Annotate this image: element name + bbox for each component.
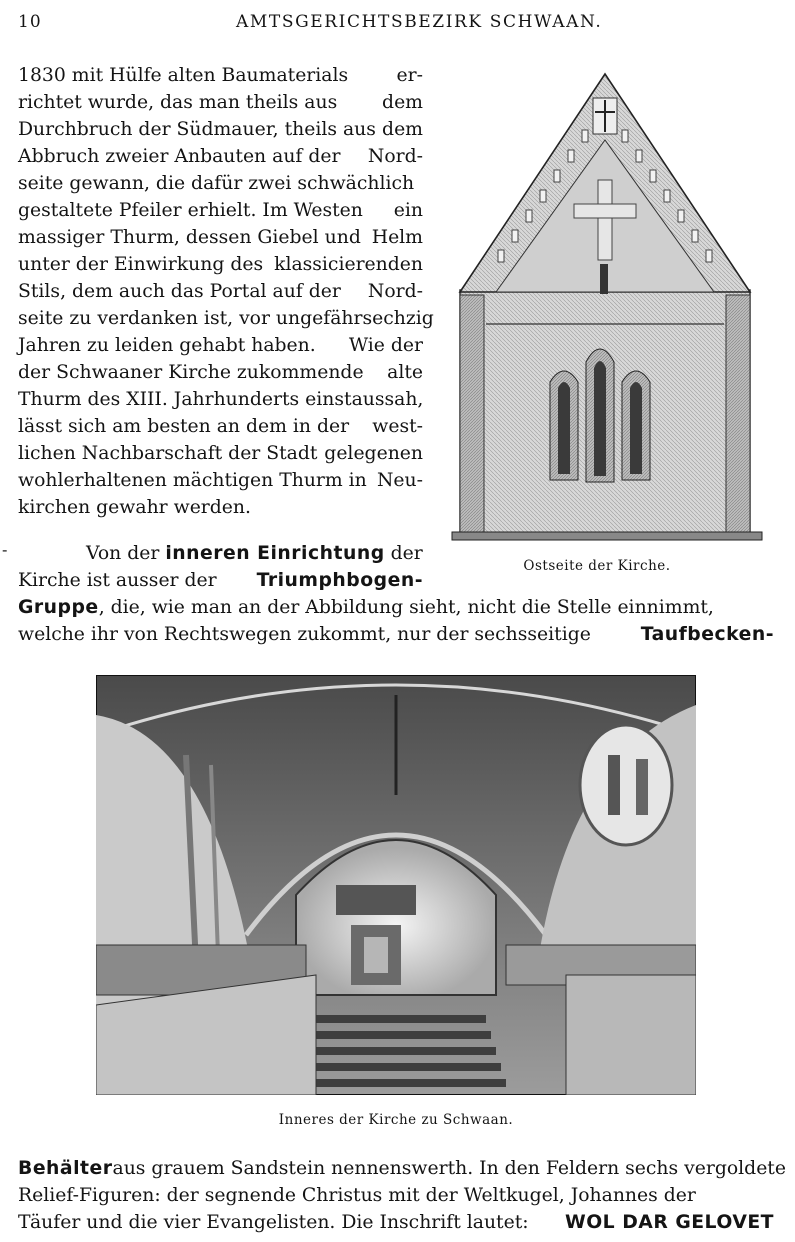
page-number: 10 [18, 12, 42, 32]
bold-term: Triumphbogen- [256, 570, 423, 591]
text-line: seite gewann, die dafür zwei schwächlich [18, 173, 415, 194]
left-text-column [18, 62, 434, 521]
text-line: wohlerhaltenen mächtigen Thurm in Neu- [18, 470, 423, 491]
text-line: welche ihr von Rechtswegen zukommt, nur der sechsseitige Taufbecken- [18, 621, 774, 648]
church-interior-figure [96, 675, 696, 1095]
text-line: kirchen gewahr werden. [18, 497, 251, 518]
text-line: richtet wurde, das man theils aus dem [18, 92, 423, 113]
page-header [0, 12, 795, 40]
text-line: Gruppe , die, wie man an der Abbildung sieht, nicht die Stelle einnimmt, [18, 594, 774, 621]
figure-caption: Ostseite der Kirche. [523, 558, 671, 574]
text-line: Täufer und die vier Evangelisten. Die Inschrift lautet: WOL DAR GELOVET [18, 1209, 774, 1236]
text-line: massiger Thurm, dessen Giebel und Helm [18, 227, 423, 248]
text-line: 1830 mit Hülfe alten Baumaterials er- [18, 65, 423, 86]
text-line: der Schwaaner Kirche zukommende alte [18, 362, 423, 383]
bold-term: Behälter [18, 1158, 113, 1179]
text-line: Abbruch zweier Anbauten auf der Nord- [18, 146, 423, 167]
text-line: unter der Einwirkung des klassicierenden [18, 254, 423, 275]
figure-caption: Inneres der Kirche zu Schwaan. [278, 1112, 514, 1128]
text-line: lichen Nachbarschaft der Stadt gelegenen [18, 443, 423, 464]
text-line: Relief-Figuren: der segnende Christus mit der Weltkugel, Johannes der [18, 1185, 696, 1206]
church-east-facade-figure [446, 70, 768, 548]
text-line: lässt sich am besten an dem in der west- [18, 416, 423, 437]
text-line: Jahren zu leiden gehabt haben. Wie der [18, 335, 423, 356]
text-line: Stils, dem auch das Portal auf der Nord- [18, 281, 423, 302]
bold-term: Gruppe [18, 597, 99, 618]
paragraph-inner-furnishings [18, 540, 774, 648]
text-line: Durchbruch der Südmauer, theils aus dem [18, 119, 423, 140]
running-head: AMTSGERICHTSBEZIRK SCHWAAN. [236, 12, 603, 32]
bold-term: Taufbecken- [640, 624, 774, 645]
text-line: gestaltete Pfeiler erhielt. Im Westen ein [18, 200, 423, 221]
paragraph-closing [18, 1155, 786, 1236]
text-line: Thurm des XIII. Jahrhunderts einst aussah, [18, 389, 424, 410]
bold-term: inneren Einrichtung [165, 543, 385, 564]
text-line: Behälter aus grauem Sandstein nennenswerth. In den Feldern sechs vergoldete [18, 1155, 774, 1182]
margin-mark: - [2, 540, 8, 559]
text-line: Kirche ist ausser der Triumphbogen- [18, 567, 423, 594]
text-line: seite zu verdanken ist, vor ungefähr sechzig [18, 308, 434, 329]
inscription-text: WOL DAR GELOVET [565, 1212, 774, 1233]
text-line: Von der inneren Einrichtung der [18, 540, 423, 567]
